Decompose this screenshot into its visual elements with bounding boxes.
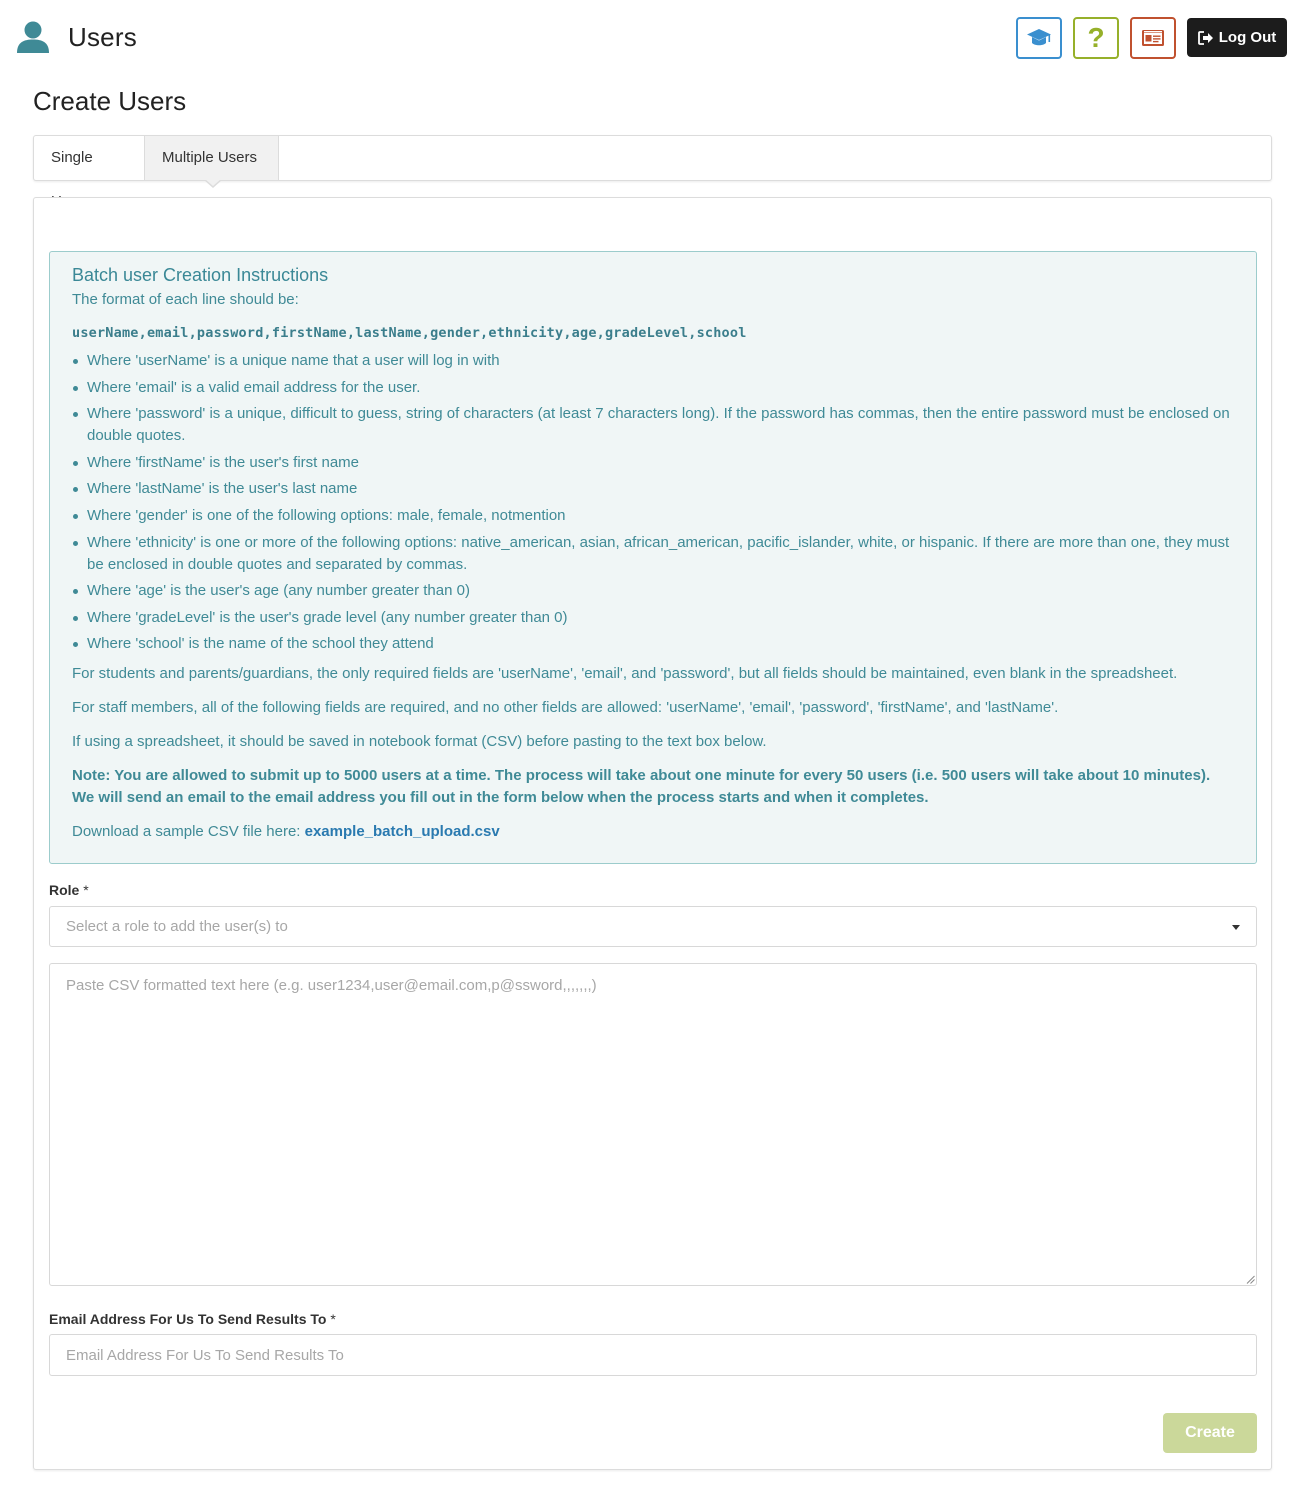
- list-item: Where 'gradeLevel' is the user's grade level (any number greater than 0): [87, 607, 1234, 629]
- limit-note: Note: You are allowed to submit up to 5000 users at a time. The process will take about one minute for every 50 users (i.e. 500 users will take about 10 minutes). We will send an email to the email address you fill out in the form below when the process starts and when it completes.: [72, 767, 1211, 807]
- email-label: Email Address For Us To Send Results To *: [49, 1311, 336, 1327]
- list-item: Where 'ethnicity' is one or more of the following options: native_american, asian, african_american, pacific_islander, white, or hispanic. If there are more than one, they must be enclosed in double quotes and separated by commas.: [87, 532, 1234, 576]
- csv-textarea[interactable]: [49, 963, 1257, 1286]
- list-item: Where 'userName' is a unique name that a user will log in with: [87, 350, 1234, 372]
- logout-button[interactable]: [1187, 18, 1287, 57]
- tab-single-user[interactable]: Single: [34, 136, 145, 180]
- role-select-placeholder: Select a role to add the user(s) to: [66, 918, 288, 935]
- students-note: For students and parents/guardians, the only required fields are 'userName', 'email', and 'password', but all fields should be maintained, even blank in the spreadsheet.: [72, 665, 1178, 683]
- role-select[interactable]: [49, 906, 1257, 947]
- id-card-button[interactable]: [1130, 17, 1176, 59]
- training-button[interactable]: [1016, 17, 1062, 59]
- caret-down-icon: [1232, 925, 1240, 930]
- sample-csv-link[interactable]: example_batch_upload.csv: [304, 823, 500, 841]
- logout-label: Log Out: [1218, 29, 1277, 46]
- user-icon: [16, 20, 50, 54]
- question-icon: ?: [1087, 22, 1105, 53]
- create-button[interactable]: Create: [1163, 1413, 1257, 1453]
- list-item: Where 'lastName' is the user's last name: [87, 478, 1234, 500]
- instructions-intro: The format of each line should be:: [72, 291, 299, 308]
- role-label: Role *: [49, 882, 89, 898]
- tab-multiple-users[interactable]: Multiple Users: [145, 136, 279, 180]
- page-title: Create Users: [33, 86, 187, 116]
- top-bar: [0, 0, 1306, 78]
- id-card-icon: [1142, 30, 1164, 46]
- instructions-title: Batch user Creation Instructions: [72, 265, 329, 285]
- download-line: [72, 821, 1234, 843]
- email-input[interactable]: [49, 1334, 1257, 1376]
- field-list: [72, 350, 1234, 655]
- list-item: Where 'gender' is one of the following options: male, female, notmention: [87, 505, 1234, 527]
- download-prefix: Download a sample CSV file here:: [72, 823, 305, 841]
- tab-bar: [33, 135, 1272, 181]
- page-name: Users: [68, 22, 137, 52]
- csv-format-line: userName,email,password,firstName,lastName,gender,ethnicity,age,gradeLevel,school: [72, 325, 747, 341]
- list-item: Where 'password' is a unique, difficult to guess, string of characters (at least 7 characters long). If the password has commas, then the entire password must be enclosed on double quotes.: [87, 403, 1234, 447]
- spreadsheet-note: If using a spreadsheet, it should be saved in notebook format (CSV) before pasting to the text box below.: [72, 733, 767, 751]
- help-button[interactable]: [1073, 17, 1119, 59]
- list-item: Where 'firstName' is the user's first name: [87, 452, 1234, 474]
- sign-out-icon: [1198, 31, 1214, 45]
- active-tab-indicator: [204, 180, 222, 188]
- multiple-users-panel: [33, 197, 1272, 1470]
- resize-handle-icon[interactable]: [1246, 1275, 1255, 1284]
- list-item: Where 'age' is the user's age (any number greater than 0): [87, 580, 1234, 602]
- graduation-cap-icon: [1026, 28, 1052, 48]
- list-item: Where 'email' is a valid email address for the user.: [87, 377, 1234, 399]
- instructions-box: [49, 251, 1257, 864]
- staff-note: For staff members, all of the following fields are required, and no other fields are allowed: 'userName', 'email', 'password', 'firstName', and 'lastName'.: [72, 699, 1059, 717]
- list-item: Where 'school' is the name of the school they attend: [87, 633, 1234, 655]
